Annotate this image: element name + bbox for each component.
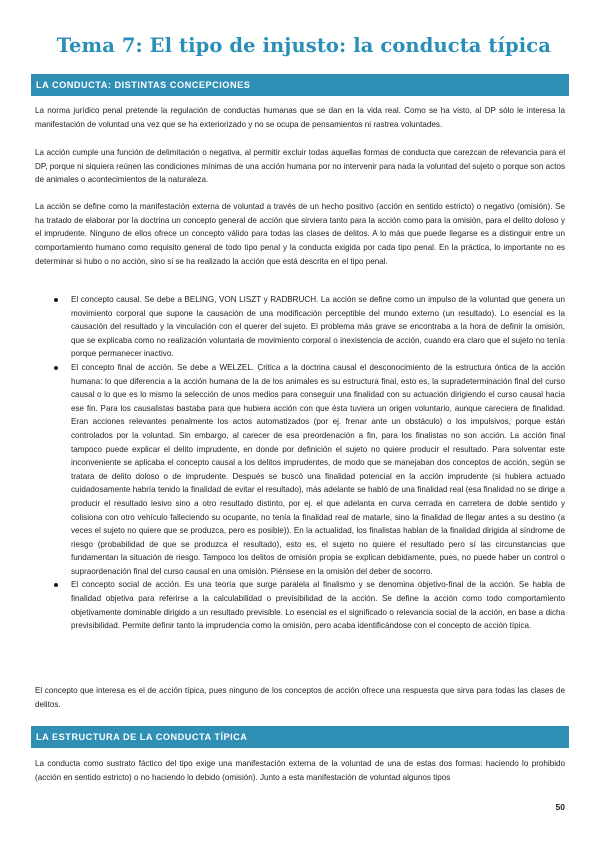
list-item-text: El concepto causal. Se debe a BELING, VON LISZT y RADBRUCH. La acción se define como un impulso de la voluntad que genera un movimiento corporal que supone la causación de una modificación perceptible del mundo externo (un resultado). Lo esencial es la causación del resultado y la vinculación con el querer del sujeto. El problema más grave se encontraba a la hora de definir la omisión, que se explicaba como no realización voluntaria de movimiento corporal o inexistencia de acción, cuando era claro que el sujeto no tenía porque permanecer inactivo. [71, 295, 565, 359]
paragraph-funcion: La acción cumple una función de delimitación o negativa, al permitir excluir todas aquellas formas de conducta que carezcan de relevancia para el DP, porque ni siquiera reúnen las condiciones mínimas de una acción humana por no intervenir para nada la voluntad del sujeto o porque son actos de animales o acontecimientos de la naturaleza. [35, 148, 565, 185]
list-item-concepto-social [35, 578, 565, 632]
section-heading-conducta [31, 74, 569, 96]
section-heading-estructura [31, 726, 569, 748]
list-item-concepto-final [35, 361, 565, 579]
section-heading-text: LA CONDUCTA: DISTINTAS CONCEPCIONES [36, 80, 251, 90]
list-item-text: El concepto social de acción. Es una teoría que surge paralela al finalismo y se denomina objetivo-final de la acción. Se habla de finalidad objetiva para referirse a la calculabilidad o previsibilidad de la acción. Se define la acción como todo comportamiento objetivamente dominable dirigido a un resultado previsible. Lo esencial es el significado o relevancia social de la acción, en base a dicha previsibilidad. Permite definir tanto la imprudencia como la omisión, pero acaba identificándose con el concepto de acción típica. [71, 580, 565, 631]
list-item-concepto-causal [35, 293, 565, 361]
list-item-text: El concepto final de acción. Se debe a WELZEL. Critica a la doctrina causal el desconocimiento de la estructura óntica de la acción humana: lo que diferencia a la acción humana de la de los animales es su estructura final, esto es, la supradeterminación final del curso causal o lo que es lo mismo la selección de unos medios para conseguir una finalidad con su actuación dirigiendo el curso causal hacia ese fin. Para los causalistas bastaba para que hubiera acción con que ésta tuviera un origen voluntario, aunque careciera de finalidad. Eran acciones relevantes penalmente los actos automatizados (por ej. frenar ante un obstáculo) o los impulsivos, porque están controlados por la voluntad. Sin embargo, al carecer de esa preordenación a fin, para los finalistas no son acción. La acción final tampoco puede explicar el delito imprudente, en donde por definición el sujeto no quiere producir el resultado. Para solventar este inconveniente se aplicaba el concepto causal a los delitos imprudentes, de modo que se manejaban dos conceptos de acción, según se tratara de delito doloso o de imprudente. Después se buscó una finalidad potencial en la acción imprudente (si hubiera actuado cuidadosamente habría tenido la finalidad de evitar el resultado), más adelante se habló de una finalidad real (esa finalidad no se dirige a producir el resultado lesivo sino a otro resultado distinto, por ej. el que adelanta en curva cerrada en carretera de doble sentido y colisiona con otro vehículo falleciendo su ocupante, no tenía la finalidad real de matarle, sino la finalidad de llegar antes a su destino (a veces el sujeto no quiere que se produzca, pero es posible)). En la actualidad, los finalistas hablan de la finalidad dirigida al síndrome de riesgo (probabilidad de que se produzca el resultado), esto es, el sujeto no quiere el resultado pero sí las circunstancias que fundamentan la situación de riesgo. Tampoco los delitos de omisión propia se explican debidamente, pues, no puede haber un control o supraordenación final del curso causal en una omisión. Piénsese en la omisión del deber de socorro. [71, 362, 565, 576]
paragraph-intro: La norma jurídico penal pretende la regulación de conductas humanas que se dan en la vida real. Como se ha visto, al DP sólo le interesa la manifestación de voluntad una vez que se ha exteriorizado y no se ocupa de pensamientos ni rastrea voluntades. [35, 106, 565, 129]
section-heading-text: LA ESTRUCTURA DE LA CONDUCTA TÍPICA [36, 732, 248, 742]
page-title: Tema 7: El tipo de injusto: la conducta típica [56, 34, 551, 57]
bullet-icon [54, 298, 58, 302]
concepts-list [35, 293, 565, 633]
paragraph-estructura: La conducta como sustrato fáctico del tipo exige una manifestación externa de la voluntad de una de estas dos formas: haciendo lo prohibido (acción en sentido estricto) o no haciendo lo debido (omisión). Junto a esta manifestación de voluntad algunos tipos [35, 759, 565, 782]
paragraph-closing: El concepto que interesa es el de acción típica, pues ninguno de los conceptos de acción ofrece una respuesta que sirva para todas las clases de delitos. [35, 686, 565, 709]
page-number: 50 [555, 802, 565, 812]
bullet-icon [54, 366, 58, 370]
paragraph-definicion: La acción se define como la manifestación externa de voluntad a través de un hecho positivo (acción en sentido estricto) o negativo (omisión). Se ha tratado de elaborar por la doctrina un concepto general de acción que sirviera tanto para la acción como para la omisión, para el delito doloso y el imprudente. Ninguno de ellos ofrece un concepto válido para todas las clases de delitos. A lo más que puede llegarse es a distinguir entre un comportamiento humano como requisito general de todo tipo penal y la conducta exigida por cada tipo penal. En la práctica, lo importante no es determinar si hubo o no acción, sino si se ha realizado la acción que está descrita en el tipo penal. [35, 202, 565, 266]
bullet-icon [54, 583, 58, 587]
